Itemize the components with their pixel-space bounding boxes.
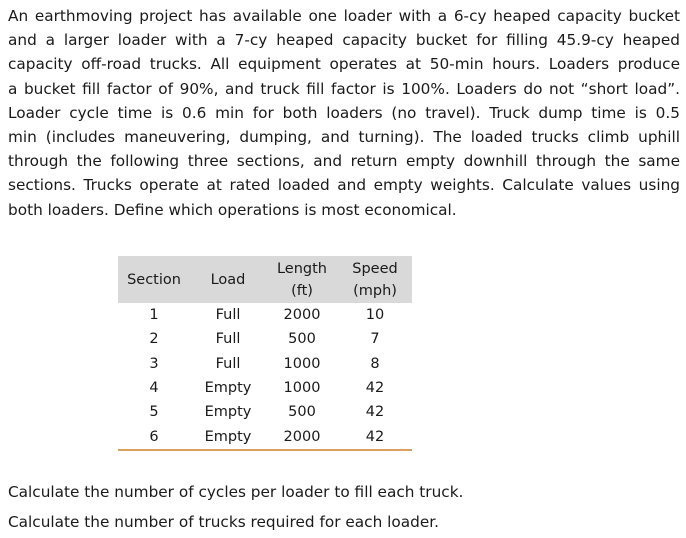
header-length xyxy=(266,256,338,303)
cell-section: 2 xyxy=(149,331,159,348)
table-row xyxy=(118,352,412,376)
cell-speed: 10 xyxy=(365,307,385,324)
header-speed-title: Speed xyxy=(352,260,398,277)
cell-load: Empty xyxy=(204,380,252,397)
problem-line: sections. Trucks operate at rated loaded and empty weights. Calculate values using xyxy=(8,176,680,195)
cell-speed: 42 xyxy=(365,380,385,397)
problem-statement xyxy=(8,4,680,222)
header-section: Section xyxy=(118,256,190,303)
cell-section: 5 xyxy=(149,404,159,421)
cell-load: Empty xyxy=(190,424,266,449)
header-speed-unit: (mph) xyxy=(353,282,397,299)
question-cycles-per-loader: Calculate the number of cycles per loader to fill each truck. xyxy=(8,483,464,501)
header-length-unit: (ft) xyxy=(291,282,313,299)
problem-line: An earthmoving project has available one loader with a 6-cy heaped capacity bucket xyxy=(8,7,680,25)
problem-line: and a larger loader with a 7-cy heaped capacity bucket for filling 45.9-cy heaped xyxy=(8,31,680,50)
problem-line: Loader cycle time is 0.6 min for both loaders (no travel). Truck dump time is 0.5 xyxy=(8,103,680,122)
cell-load: Full xyxy=(215,331,241,348)
cell-length: 2000 xyxy=(283,307,321,324)
table-row xyxy=(118,376,412,400)
problem-line: a bucket fill factor of 90%, and truck fill factor is 100%. Loaders do not “short load”. xyxy=(8,79,680,98)
table-header xyxy=(118,256,412,303)
cell-section: 6 xyxy=(118,424,190,449)
table-row xyxy=(118,327,412,351)
cell-length: 500 xyxy=(288,404,316,421)
cell-section: 3 xyxy=(149,355,159,372)
haul-sections-table xyxy=(118,256,412,451)
cell-speed: 7 xyxy=(370,331,380,348)
cell-length: 1000 xyxy=(283,355,321,372)
cell-speed: 8 xyxy=(370,355,380,372)
table-row xyxy=(118,424,412,449)
question-trucks-required: Calculate the number of trucks required for each loader. xyxy=(8,513,439,531)
header-load: Load xyxy=(190,256,266,303)
cell-load: Full xyxy=(215,307,241,324)
header-speed xyxy=(338,256,412,303)
table-body xyxy=(118,303,412,450)
cell-length: 2000 xyxy=(266,424,338,449)
problem-line: both loaders. Define which operations is most economical. xyxy=(8,200,457,219)
table-row xyxy=(118,400,412,424)
cell-speed: 42 xyxy=(365,404,385,421)
problem-line: through the following three sections, and return empty downhill through the same xyxy=(8,152,680,171)
cell-length: 500 xyxy=(288,331,316,348)
problem-line: min (includes maneuvering, dumping, and turning). The loaded trucks climb uphill xyxy=(8,128,680,147)
problem-line: capacity off-road trucks. All equipment operates at 50-min hours. Loaders produce xyxy=(8,55,680,74)
cell-load: Empty xyxy=(204,404,252,421)
cell-speed: 42 xyxy=(338,424,412,449)
table-row xyxy=(118,303,412,327)
cell-load: Full xyxy=(215,355,241,372)
cell-section: 1 xyxy=(149,307,159,324)
cell-section: 4 xyxy=(149,380,159,397)
header-length-title: Length xyxy=(276,260,327,277)
cell-length: 1000 xyxy=(283,380,321,397)
